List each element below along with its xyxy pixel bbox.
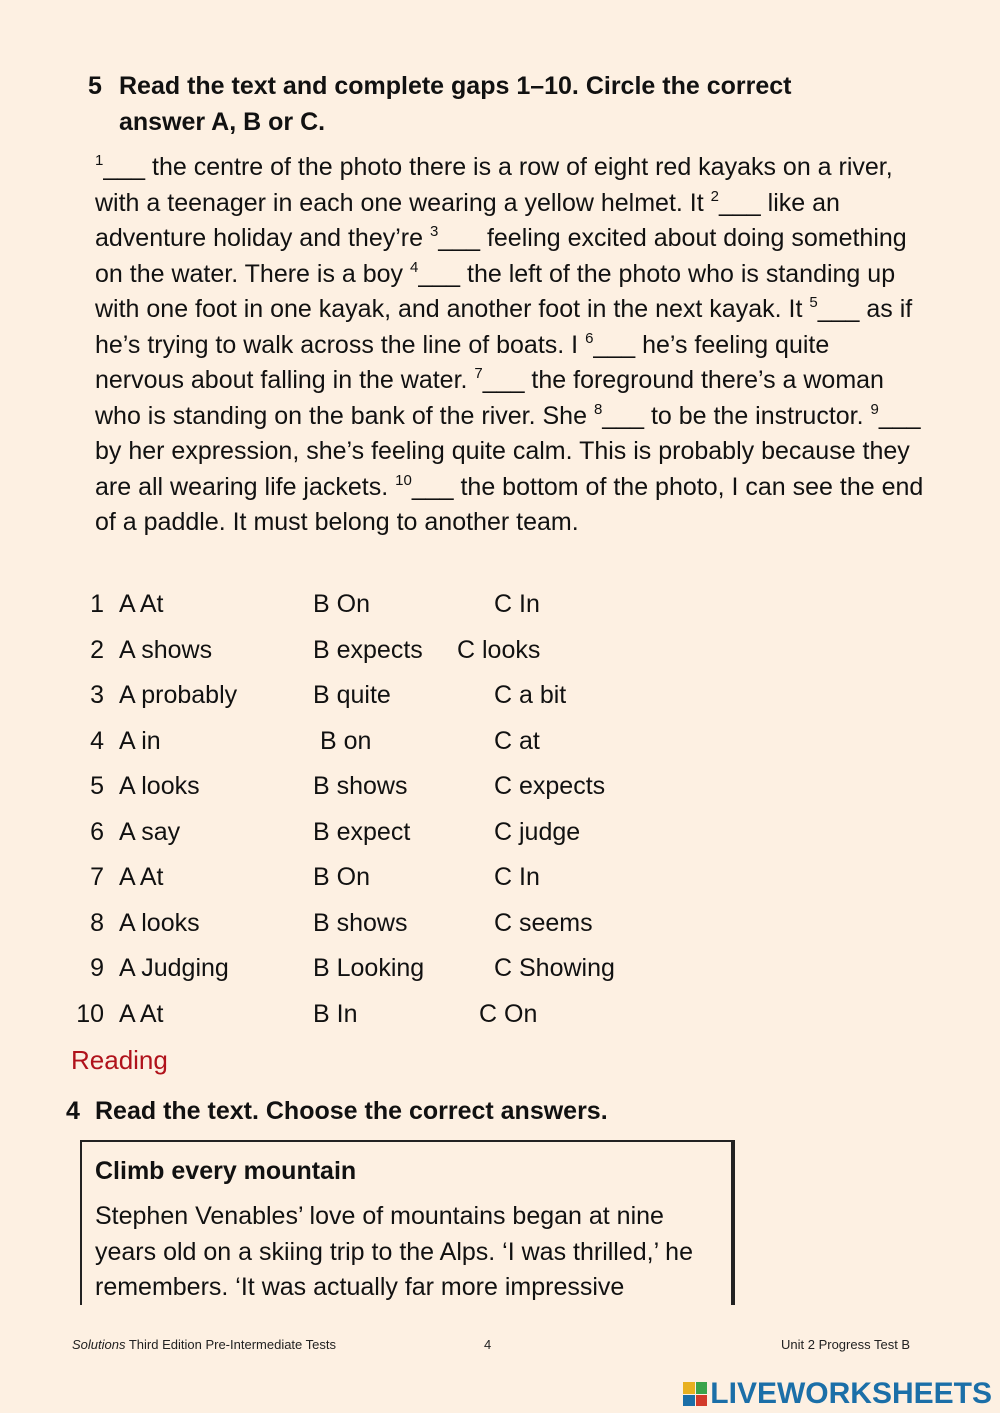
gap-number: 8 — [593, 400, 603, 418]
option-choice-b[interactable]: B shows — [313, 772, 408, 800]
option-number: 3 — [90, 681, 104, 709]
option-number: 4 — [90, 726, 104, 755]
liveworksheets-logo-icon — [683, 1382, 707, 1406]
passage-segment: ___ to be the instructor. — [602, 401, 871, 430]
gap-number: 9 — [870, 400, 879, 418]
option-choice-a[interactable]: A shows — [119, 635, 213, 664]
footer-unit: Unit 2 Progress Test B — [781, 1337, 911, 1352]
footer-book-edition: Third Edition Pre-Intermediate Tests — [125, 1337, 336, 1352]
option-choice-c[interactable]: C looks — [457, 635, 541, 664]
option-number: 10 — [76, 999, 104, 1028]
footer-book-title — [72, 1336, 336, 1354]
passage-segment: ___ by her expression, she’s feeling quite calm. This is probably because they are all wearing life jackets. — [95, 401, 921, 501]
reading-text-title: Climb every mountain — [95, 1157, 357, 1185]
gap-number: 1 — [95, 152, 104, 169]
option-choice-a[interactable]: A Judging — [119, 954, 229, 982]
option-choice-a[interactable]: A say — [119, 817, 181, 846]
option-number: 8 — [90, 908, 104, 937]
question-4-instruction: Read the text. Choose the correct answers. — [95, 1097, 608, 1125]
option-choice-c[interactable]: C judge — [494, 817, 581, 846]
option-choice-b[interactable]: B quite — [313, 681, 391, 709]
gap-fill-passage — [95, 150, 925, 541]
passage-segment: ___ as if he’s trying to walk across the line of boats. I — [95, 295, 913, 359]
gap-number: 2 — [710, 187, 719, 205]
option-number: 7 — [90, 863, 104, 891]
option-choice-b[interactable]: B on — [320, 726, 372, 755]
footer-book-series: Solutions — [72, 1337, 126, 1352]
question-4-number: 4 — [66, 1097, 80, 1125]
option-choice-a[interactable]: A in — [119, 726, 161, 755]
option-choice-a[interactable]: A At — [119, 999, 164, 1028]
question-5-instruction: Read the text and complete gaps 1–10. Circle the correct answer A, B or C. — [119, 72, 792, 136]
passage-segment: ___ feeling excited about doing something on the water. There is a boy — [95, 224, 907, 288]
reading-text-body: Stephen Venables’ love of mountains began at nine years old on a skiing trip to the Alps. ‘I was thrilled,’ he remembers. ‘It was actually far more impressive — [95, 1202, 693, 1301]
option-choice-c[interactable]: C expects — [494, 772, 606, 800]
option-choice-b[interactable]: B expect — [313, 817, 411, 846]
option-choice-b[interactable]: B expects — [313, 635, 423, 664]
footer-page-number: 4 — [484, 1337, 492, 1352]
option-choice-a[interactable]: A At — [119, 863, 164, 891]
gap-number: 10 — [395, 471, 412, 489]
option-choice-c[interactable]: C In — [494, 863, 540, 891]
option-choice-a[interactable]: A looks — [119, 772, 200, 800]
option-choice-c[interactable]: C seems — [494, 908, 593, 937]
option-number: 9 — [90, 954, 104, 982]
gap-number: 7 — [474, 365, 483, 382]
option-choice-c[interactable]: C at — [494, 726, 540, 755]
passage-segment: ___ the centre of the photo there is a row of eight red kayaks on a river, with a teenager in each one wearing a yellow helmet. It — [95, 153, 893, 217]
option-number: 2 — [90, 635, 104, 664]
option-number: 5 — [90, 772, 104, 800]
gap-number: 5 — [809, 294, 818, 311]
liveworksheets-brand[interactable] — [683, 1376, 992, 1412]
option-choice-a[interactable]: A probably — [119, 681, 238, 709]
gap-number: 6 — [585, 329, 594, 347]
gap-number: 3 — [429, 223, 439, 240]
option-choice-b[interactable]: B On — [313, 590, 370, 618]
option-choice-b[interactable]: B In — [313, 999, 358, 1028]
option-number: 1 — [90, 590, 104, 618]
option-choice-a[interactable]: A looks — [119, 908, 200, 937]
passage-segment: ___ like an adventure holiday and they’re — [95, 188, 840, 252]
option-choice-b[interactable]: B On — [313, 863, 370, 891]
option-choice-c[interactable]: C In — [494, 590, 540, 618]
option-choice-b[interactable]: B Looking — [313, 954, 425, 982]
passage-segment: ___ the bottom of the photo, I can see the end of a paddle. It must belong to another team. — [95, 472, 924, 536]
brand-name: LIVEWORKSHEETS — [710, 1377, 992, 1410]
gap-number: 4 — [410, 258, 419, 276]
option-choice-a[interactable]: A At — [119, 590, 164, 618]
option-number: 6 — [90, 817, 104, 846]
option-choice-c[interactable]: C Showing — [494, 954, 615, 982]
option-choice-c[interactable]: C On — [479, 999, 538, 1028]
passage-segment: ___ he’s feeling quite nervous about falling in the water. — [95, 330, 830, 394]
option-choice-b[interactable]: B shows — [313, 908, 408, 937]
option-choice-c[interactable]: C a bit — [494, 681, 567, 709]
section-title-reading: Reading — [71, 1045, 168, 1075]
question-5-number: 5 — [88, 72, 102, 100]
passage-segment: ___ the left of the photo who is standing up with one foot in one kayak, and another foot in the next kayak. It — [95, 259, 896, 323]
passage-segment: ___ the foreground there’s a woman who is standing on the bank of the river. She — [95, 366, 884, 430]
